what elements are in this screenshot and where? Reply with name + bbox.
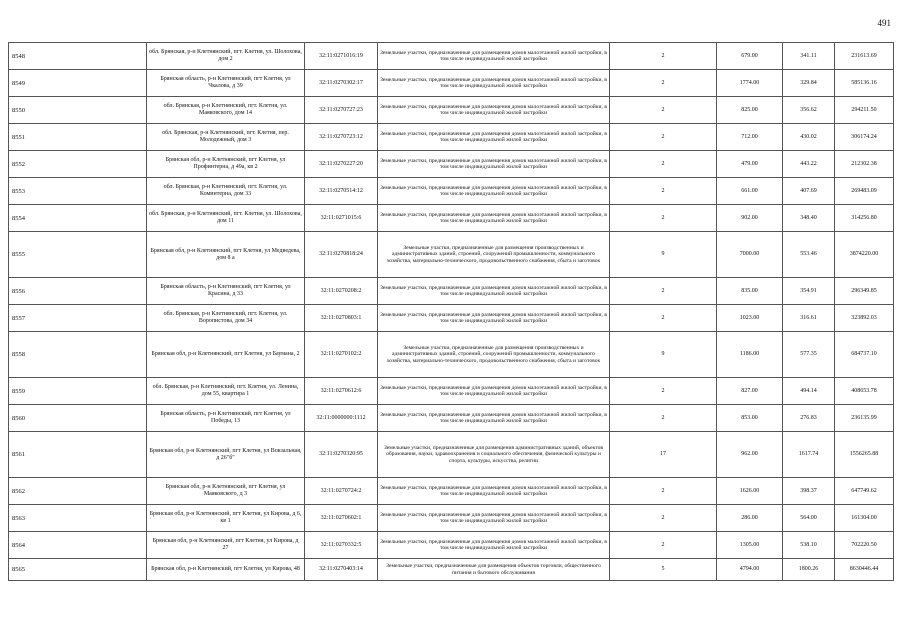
address-cell: Брянская область, р-н Клетнянский, пгт Клетня, ул Чкалова, д 39 [147, 70, 305, 97]
group-number-cell: 2 [610, 70, 717, 97]
address-cell: Брянская область, р-н Клетнянский, пгт Клетня, ул Победы, 13 [147, 405, 305, 432]
specific-value-cell: 430.02 [783, 124, 835, 151]
specific-value-cell: 276.83 [783, 405, 835, 432]
row-number: 8554 [9, 205, 147, 232]
specific-value-cell: 538.10 [783, 532, 835, 559]
group-number-cell: 2 [610, 205, 717, 232]
land-use-cell: Земельные участки, предназначенные для размещения производственных и административных зданий, строений, сооружений промышленности, коммунального хозяйства, материально-технического, продовольственного снабжения, сбыта и заготовок [378, 232, 610, 278]
cadastral-value-table [8, 42, 894, 581]
address-cell: обл. Брянская, р-н Клетнянский, пгт. Клетня, ул. Маяковского, дом 14 [147, 97, 305, 124]
land-use-cell: Земельные участки, предназначенные для размещения домов малоэтажной жилой застройки, в том числе индивидуальной жилой застройки [378, 478, 610, 505]
row-number: 8565 [9, 559, 147, 581]
table-row [9, 178, 894, 205]
row-number: 8559 [9, 378, 147, 405]
group-number-cell: 9 [610, 232, 717, 278]
land-use-cell: Земельные участки, предназначенные для размещения домов малоэтажной жилой застройки, в том числе индивидуальной жилой застройки [378, 178, 610, 205]
cadastral-value-cell: 161304.00 [835, 505, 894, 532]
address-cell: Брянская обл, р-н Клетнянский, пгт Клетня, ул Вокзальная, д 26"б" [147, 432, 305, 478]
row-number: 8563 [9, 505, 147, 532]
table-row [9, 43, 894, 70]
cadastral-value-cell: 585136.16 [835, 70, 894, 97]
group-number-cell: 2 [610, 378, 717, 405]
table-row [9, 305, 894, 332]
area-cell: 902.00 [717, 205, 783, 232]
land-use-cell: Земельные участки, предназначенные для размещения домов малоэтажной жилой застройки, в том числе индивидуальной жилой застройки [378, 378, 610, 405]
specific-value-cell: 329.84 [783, 70, 835, 97]
specific-value-cell: 1800.26 [783, 559, 835, 581]
cadastral-number-cell: 32:11:0270302:17 [305, 70, 378, 97]
group-number-cell: 2 [610, 278, 717, 305]
cadastral-number-cell: 32:11:0270403:14 [305, 559, 378, 581]
area-cell: 825.00 [717, 97, 783, 124]
table-row [9, 378, 894, 405]
cadastral-value-cell: 647749.62 [835, 478, 894, 505]
table-row [9, 151, 894, 178]
row-number: 8550 [9, 97, 147, 124]
group-number-cell: 17 [610, 432, 717, 478]
land-use-cell: Земельные участки, предназначенные для размещения домов малоэтажной жилой застройки, в том числе индивидуальной жилой застройки [378, 278, 610, 305]
area-cell: 661.00 [717, 178, 783, 205]
address-cell: обл. Брянская, р-н Клетнянский, пгт. Клетня, ул. Шолохова, дом 2 [147, 43, 305, 70]
land-use-cell: Земельные участки, предназначенные для размещения производственных и административных зданий, строений, сооружений промышленности, коммунального хозяйства, материально-технического, продовольственного снабжения, сбыта и заготовок [378, 332, 610, 378]
group-number-cell: 2 [610, 505, 717, 532]
specific-value-cell: 443.22 [783, 151, 835, 178]
specific-value-cell: 494.14 [783, 378, 835, 405]
cadastral-value-cell: 236135.99 [835, 405, 894, 432]
area-cell: 853.00 [717, 405, 783, 432]
cadastral-number-cell: 32:11:0270803:1 [305, 305, 378, 332]
cadastral-value-cell: 269483.09 [835, 178, 894, 205]
table-row [9, 232, 894, 278]
address-cell: Брянская обл, р-н Клетнянский, пгт Клетня, ул Маяковского, д 3 [147, 478, 305, 505]
area-cell: 1305.00 [717, 532, 783, 559]
cadastral-value-cell: 296349.85 [835, 278, 894, 305]
area-cell: 479.00 [717, 151, 783, 178]
specific-value-cell: 564.00 [783, 505, 835, 532]
row-number: 8551 [9, 124, 147, 151]
address-cell: Брянская обл, р-н Клетнянский, пгт Клетня, ул Кирова, д 27 [147, 532, 305, 559]
land-use-cell: Земельные участки, предназначенные для размещения домов малоэтажной жилой застройки, в том числе индивидуальной жилой застройки [378, 70, 610, 97]
row-number: 8558 [9, 332, 147, 378]
area-cell: 962.00 [717, 432, 783, 478]
row-number: 8560 [9, 405, 147, 432]
row-number: 8561 [9, 432, 147, 478]
table-row [9, 278, 894, 305]
area-cell: 1023.00 [717, 305, 783, 332]
cadastral-value-cell: 702220.50 [835, 532, 894, 559]
land-use-cell: Земельные участки, предназначенные для размещения домов малоэтажной жилой застройки, в том числе индивидуальной жилой застройки [378, 305, 610, 332]
cadastral-number-cell: 32:11:0270227:20 [305, 151, 378, 178]
specific-value-cell: 553.46 [783, 232, 835, 278]
row-number: 8556 [9, 278, 147, 305]
address-cell: Брянская область, р-н Клетнянский, пгт Клетня, ул Красина, д 33 [147, 278, 305, 305]
area-cell: 7000.00 [717, 232, 783, 278]
address-cell: Брянская обл, р-н Клетнянский, пгт Клетня, ул Кирова, 48 [147, 559, 305, 581]
cadastral-number-cell: 32:11:0000000:1112 [305, 405, 378, 432]
land-use-cell: Земельные участки, предназначенные для размещения домов малоэтажной жилой застройки, в том числе индивидуальной жилой застройки [378, 43, 610, 70]
area-cell: 286.00 [717, 505, 783, 532]
row-number: 8553 [9, 178, 147, 205]
land-use-cell: Земельные участки, предназначенные для размещения домов малоэтажной жилой застройки, в том числе индивидуальной жилой застройки [378, 532, 610, 559]
area-cell: 679.00 [717, 43, 783, 70]
group-number-cell: 2 [610, 305, 717, 332]
cadastral-number-cell: 32:11:0270102:2 [305, 332, 378, 378]
specific-value-cell: 341.11 [783, 43, 835, 70]
land-use-cell: Земельные участки, предназначенные для размещения домов малоэтажной жилой застройки, в том числе индивидуальной жилой застройки [378, 151, 610, 178]
address-cell: обл. Брянская, р-н Клетнянский, пгт. Клетня, ул. Воропистова, дом 34 [147, 305, 305, 332]
area-cell: 712.00 [717, 124, 783, 151]
group-number-cell: 2 [610, 151, 717, 178]
group-number-cell: 9 [610, 332, 717, 378]
specific-value-cell: 398.37 [783, 478, 835, 505]
address-cell: обл. Брянская, р-н Клетнянский, пгт. Клетня, пер. Молодежный, дом 3 [147, 124, 305, 151]
group-number-cell: 2 [610, 97, 717, 124]
row-number: 8552 [9, 151, 147, 178]
address-cell: обл. Брянская, р-н Клетнянский, пгт. Клетня, ул. Коминтерна, дом 33 [147, 178, 305, 205]
table-row [9, 70, 894, 97]
group-number-cell: 2 [610, 178, 717, 205]
cadastral-value-cell: 306174.24 [835, 124, 894, 151]
cadastral-value-cell: 408653.78 [835, 378, 894, 405]
cadastral-value-cell: 314256.80 [835, 205, 894, 232]
cadastral-number-cell: 32:11:0270612:6 [305, 378, 378, 405]
group-number-cell: 2 [610, 43, 717, 70]
address-cell: Брянская обл, р-н Клетнянский, пгт Клетня, ул Баумана, 2 [147, 332, 305, 378]
land-use-cell: Земельные участки, предназначенные для размещения административных зданий, объектов образования, науки, здравоохранения и социального обеспечения, физической культуры и спорта, культуры, искусства, религии [378, 432, 610, 478]
group-number-cell: 2 [610, 405, 717, 432]
row-number: 8548 [9, 43, 147, 70]
area-cell: 1626.00 [717, 478, 783, 505]
cadastral-value-cell: 684737.10 [835, 332, 894, 378]
address-cell: Брянская обл, р-н Клетнянский, пгт Клетня, ул Медведева, дом 8 а [147, 232, 305, 278]
address-cell: Брянская обл, р-н Клетнянский, пгт Клетня, ул Профинтерна, д 49а, кв 2 [147, 151, 305, 178]
address-cell: обл. Брянская, р-н Клетнянский, пгт. Клетня, ул. Шолохова, дом 11 [147, 205, 305, 232]
specific-value-cell: 407.69 [783, 178, 835, 205]
row-number: 8557 [9, 305, 147, 332]
cadastral-number-cell: 32:11:0271015:6 [305, 205, 378, 232]
cadastral-number-cell: 32:11:0271016:19 [305, 43, 378, 70]
specific-value-cell: 356.62 [783, 97, 835, 124]
table-row [9, 559, 894, 581]
page-number: 491 [877, 18, 891, 28]
land-use-cell: Земельные участки, предназначенные для размещения домов малоэтажной жилой застройки, в том числе индивидуальной жилой застройки [378, 505, 610, 532]
specific-value-cell: 354.91 [783, 278, 835, 305]
cadastral-number-cell: 32:11:0270208:2 [305, 278, 378, 305]
cadastral-value-cell: 323892.03 [835, 305, 894, 332]
area-cell: 1774.00 [717, 70, 783, 97]
group-number-cell: 2 [610, 532, 717, 559]
land-use-cell: Земельные участки, предназначенные для размещения домов малоэтажной жилой застройки, в том числе индивидуальной жилой застройки [378, 205, 610, 232]
group-number-cell: 2 [610, 124, 717, 151]
land-use-cell: Земельные участки, предназначенные для размещения домов малоэтажной жилой застройки, в том числе индивидуальной жилой застройки [378, 405, 610, 432]
specific-value-cell: 577.35 [783, 332, 835, 378]
cadastral-number-cell: 32:11:0270727:23 [305, 97, 378, 124]
cadastral-value-cell: 8630446.44 [835, 559, 894, 581]
group-number-cell: 2 [610, 478, 717, 505]
address-cell: обл. Брянская, р-н Клетнянский, пгт. Клетня, ул. Ленина, дом 55, квартира 1 [147, 378, 305, 405]
row-number: 8562 [9, 478, 147, 505]
table-row [9, 432, 894, 478]
row-number: 8549 [9, 70, 147, 97]
table-row [9, 332, 894, 378]
land-use-cell: Земельные участки, предназначенные для размещения домов малоэтажной жилой застройки, в том числе индивидуальной жилой застройки [378, 124, 610, 151]
cadastral-number-cell: 32:11:0270818:24 [305, 232, 378, 278]
group-number-cell: 5 [610, 559, 717, 581]
cadastral-value-cell: 231613.69 [835, 43, 894, 70]
cadastral-number-cell: 32:11:0270724:2 [305, 478, 378, 505]
cadastral-number-cell: 32:11:0270332:5 [305, 532, 378, 559]
specific-value-cell: 348.40 [783, 205, 835, 232]
table-row [9, 124, 894, 151]
cadastral-number-cell: 32:11:0270320:95 [305, 432, 378, 478]
row-number: 8555 [9, 232, 147, 278]
table-row [9, 505, 894, 532]
area-cell: 4794.00 [717, 559, 783, 581]
address-cell: Брянская обл, р-н Клетнянский, пгт Клетня, ул Кирова, д 6, кв 1 [147, 505, 305, 532]
area-cell: 1186.00 [717, 332, 783, 378]
table-row [9, 205, 894, 232]
land-use-cell: Земельные участки, предназначенные для размещения объектов торговли, общественного питания и бытового обслуживания [378, 559, 610, 581]
table-row [9, 97, 894, 124]
cadastral-number-cell: 32:11:0270514:12 [305, 178, 378, 205]
specific-value-cell: 1617.74 [783, 432, 835, 478]
cadastral-value-cell: 294211.50 [835, 97, 894, 124]
specific-value-cell: 316.61 [783, 305, 835, 332]
land-use-cell: Земельные участки, предназначенные для размещения домов малоэтажной жилой застройки, в том числе индивидуальной жилой застройки [378, 97, 610, 124]
table-row [9, 405, 894, 432]
area-cell: 827.00 [717, 378, 783, 405]
cadastral-number-cell: 32:11:0270723:12 [305, 124, 378, 151]
cadastral-value-cell: 212302.38 [835, 151, 894, 178]
table-row [9, 478, 894, 505]
area-cell: 835.00 [717, 278, 783, 305]
cadastral-value-cell: 1556265.88 [835, 432, 894, 478]
cadastral-value-cell: 3874220.00 [835, 232, 894, 278]
table-row [9, 532, 894, 559]
cadastral-number-cell: 32:11:0270602:1 [305, 505, 378, 532]
row-number: 8564 [9, 532, 147, 559]
